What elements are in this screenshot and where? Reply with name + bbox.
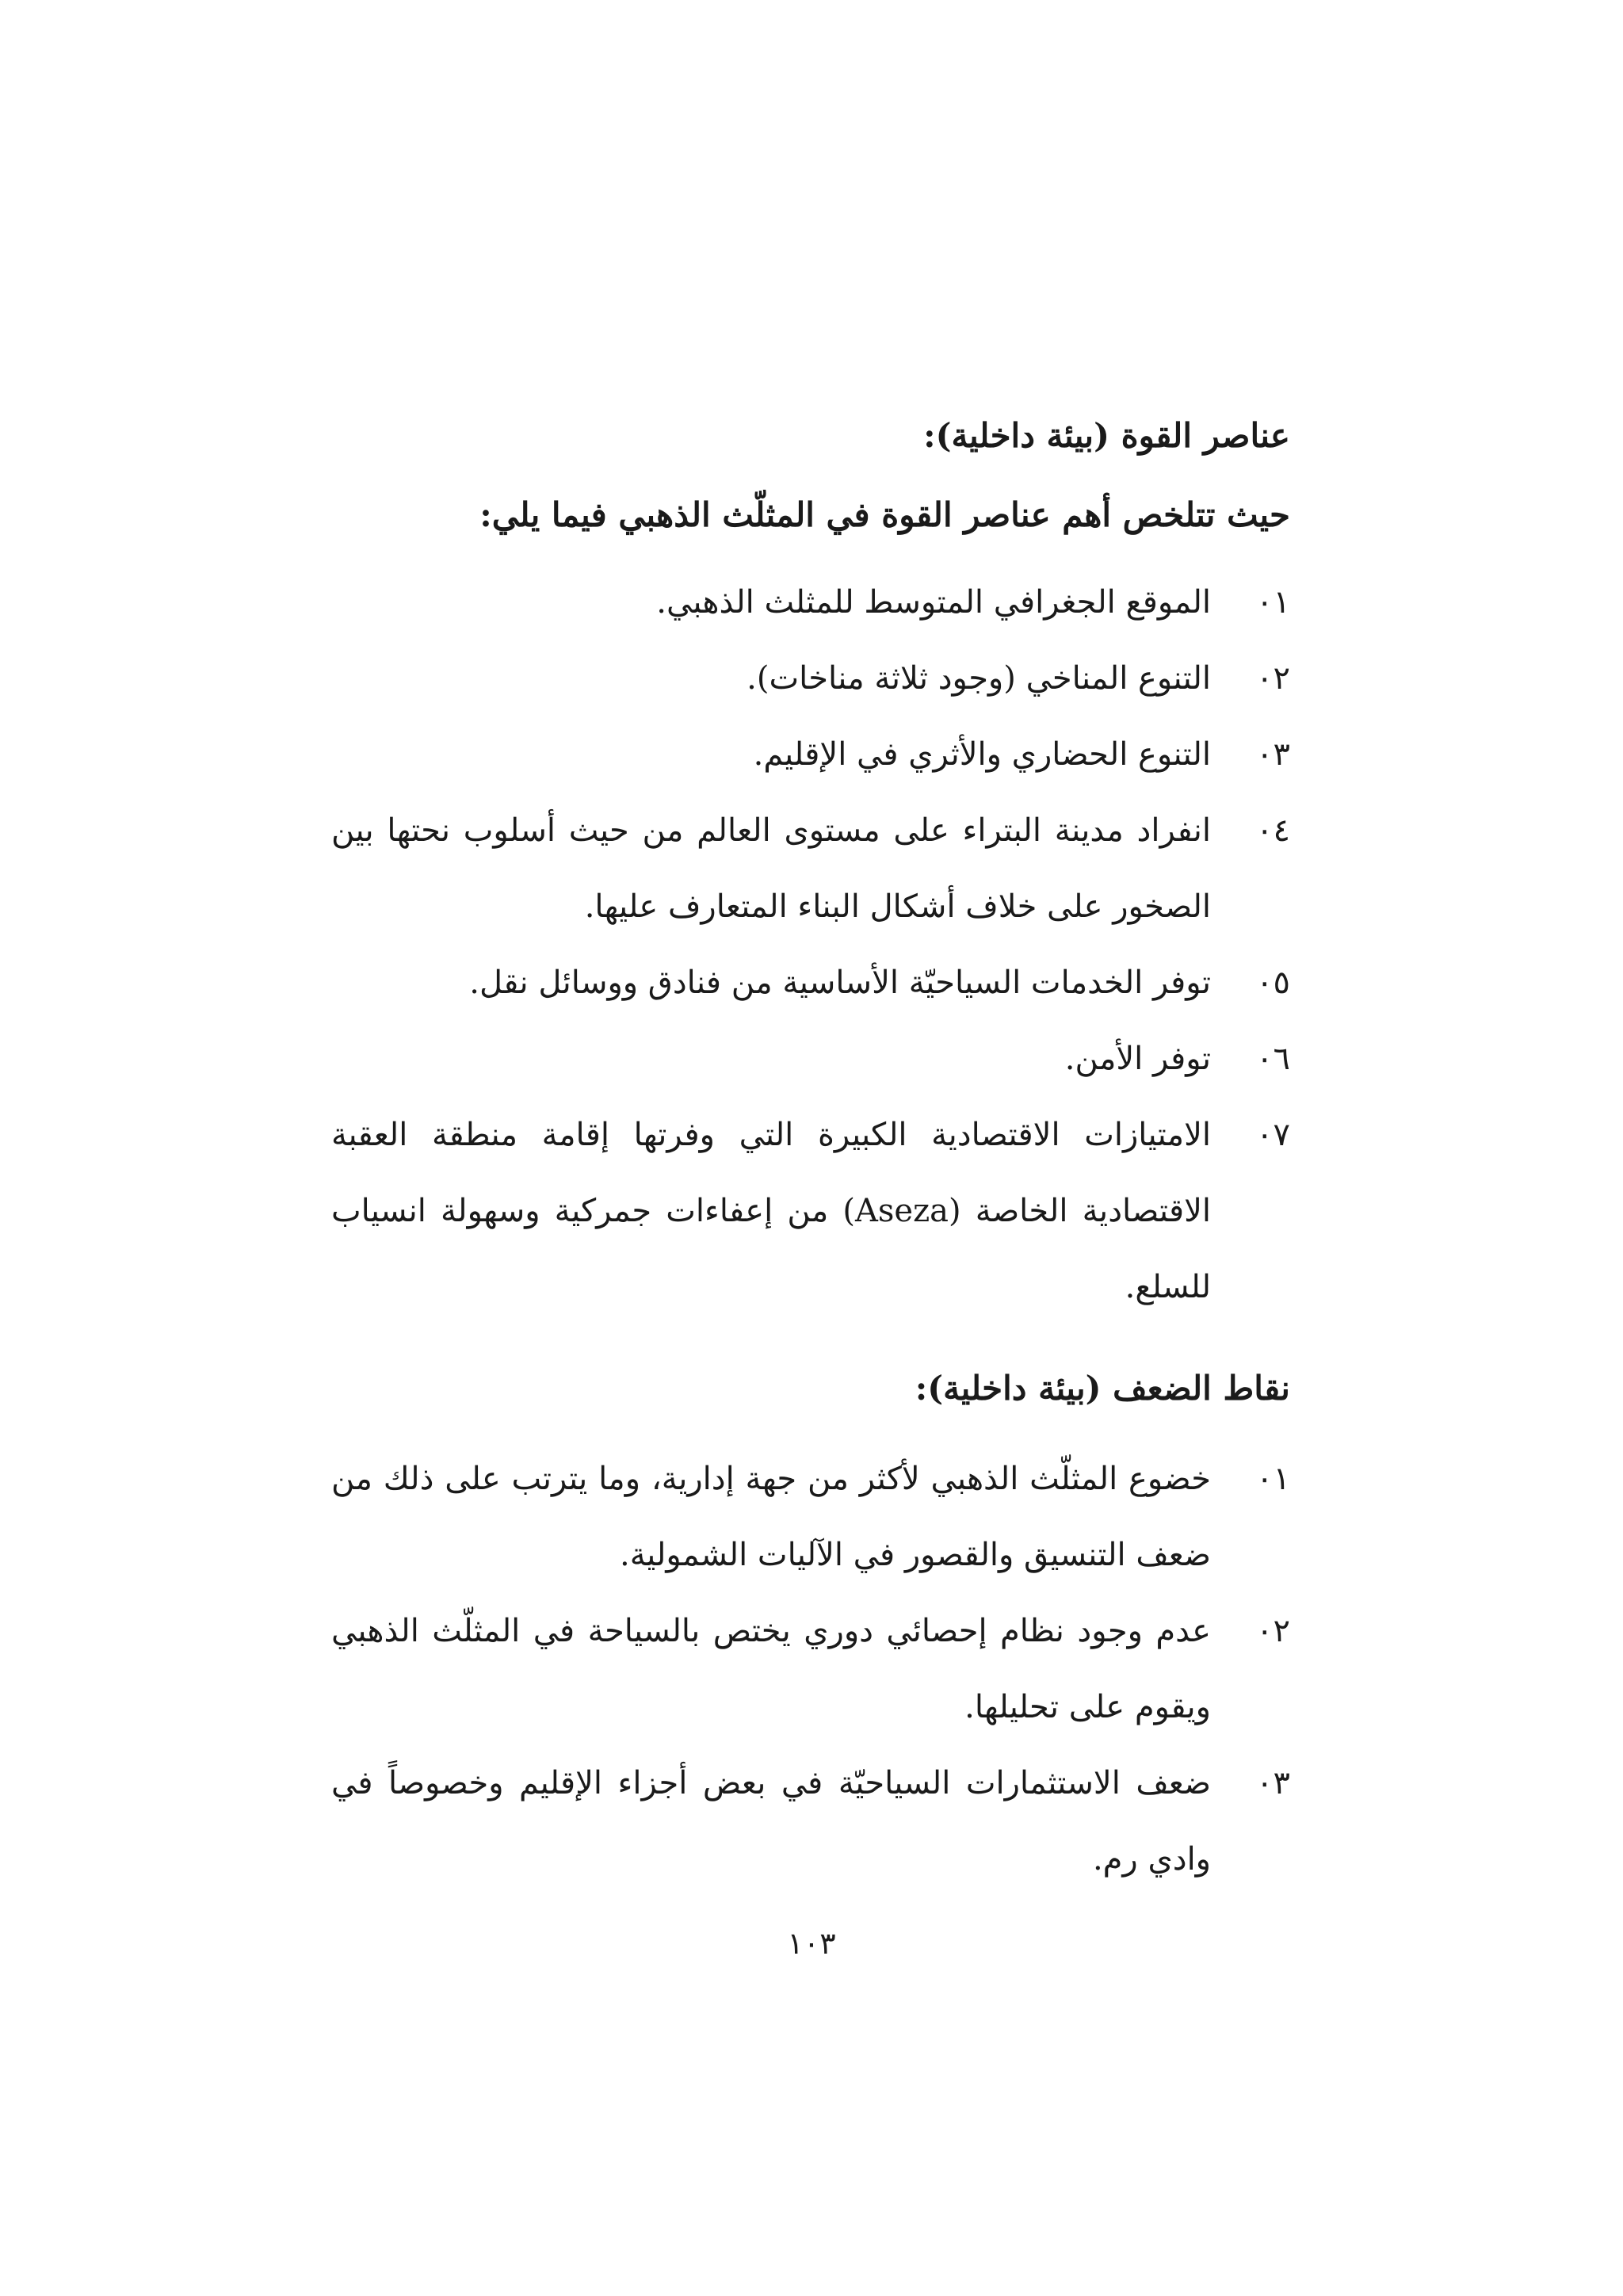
item-text: الامتيازات الاقتصادية الكبيرة التي وفرتها إقامة منطقة العقبة الاقتصادية الخاصة (Aseza) من إعفاءات جمركية وسهولة انسياب للسلع.	[331, 1117, 1211, 1305]
item-number: ٠٥	[1256, 965, 1290, 1001]
list-item	[331, 1441, 1290, 1593]
list-item	[331, 793, 1290, 945]
strengths-list	[331, 564, 1290, 1325]
item-number: ٠٢	[1256, 1613, 1290, 1649]
item-number: ٠٣	[1256, 1765, 1290, 1801]
list-item	[331, 1021, 1290, 1097]
item-text: توفر الخدمات السياحيّة الأساسية من فنادق ووسائل نقل.	[469, 965, 1211, 1001]
item-text: خضوع المثلّث الذهبي لأكثر من جهة إدارية، وما يترتب على ذلك من ضعف التنسيق والقصور في الآليات الشمولية.	[331, 1461, 1211, 1573]
item-number: ٠٧	[1256, 1117, 1290, 1153]
page-content	[331, 412, 1290, 1897]
weaknesses-list	[331, 1441, 1290, 1897]
list-item	[331, 640, 1290, 716]
item-text: التنوع الحضاري والأثري في الإقليم.	[753, 736, 1211, 773]
list-item	[331, 1097, 1290, 1325]
item-text: عدم وجود نظام إحصائي دوري يختص بالسياحة في المثلّث الذهبي ويقوم على تحليلها.	[331, 1613, 1211, 1725]
list-item	[331, 1745, 1290, 1897]
item-text: ضعف الاستثمارات السياحيّة في بعض أجزاء الإقليم وخصوصاً في وادي رم.	[331, 1765, 1211, 1878]
strengths-heading: عناصر القوة (بيئة داخلية):	[923, 416, 1290, 455]
list-item	[331, 716, 1290, 793]
item-number: ٠٣	[1256, 736, 1290, 773]
item-text: توفر الأمن.	[1064, 1041, 1211, 1077]
strengths-intro: حيث تتلخص أهم عناصر القوة في المثلّث الذهبي فيما يلي:	[479, 495, 1290, 534]
item-number: ٠١	[1256, 1461, 1290, 1497]
item-text: التنوع المناخي (وجود ثلاثة مناخات).	[747, 660, 1211, 697]
page-number: ١٠٣	[787, 1926, 836, 1961]
item-number: ٠٤	[1256, 812, 1290, 849]
item-number: ٠١	[1256, 584, 1290, 621]
item-text: انفراد مدينة البتراء على مستوى العالم من حيث أسلوب نحتها بين الصخور على خلاف أشكال البناء المتعارف عليها.	[331, 812, 1211, 925]
item-text: الموقع الجغرافي المتوسط للمثلث الذهبي.	[656, 584, 1211, 621]
list-item	[331, 564, 1290, 640]
list-item	[331, 945, 1290, 1021]
item-number: ٠٦	[1256, 1041, 1290, 1077]
item-number: ٠٢	[1256, 660, 1290, 697]
list-item	[331, 1593, 1290, 1745]
weaknesses-heading: نقاط الضعف (بيئة داخلية):	[915, 1369, 1290, 1408]
